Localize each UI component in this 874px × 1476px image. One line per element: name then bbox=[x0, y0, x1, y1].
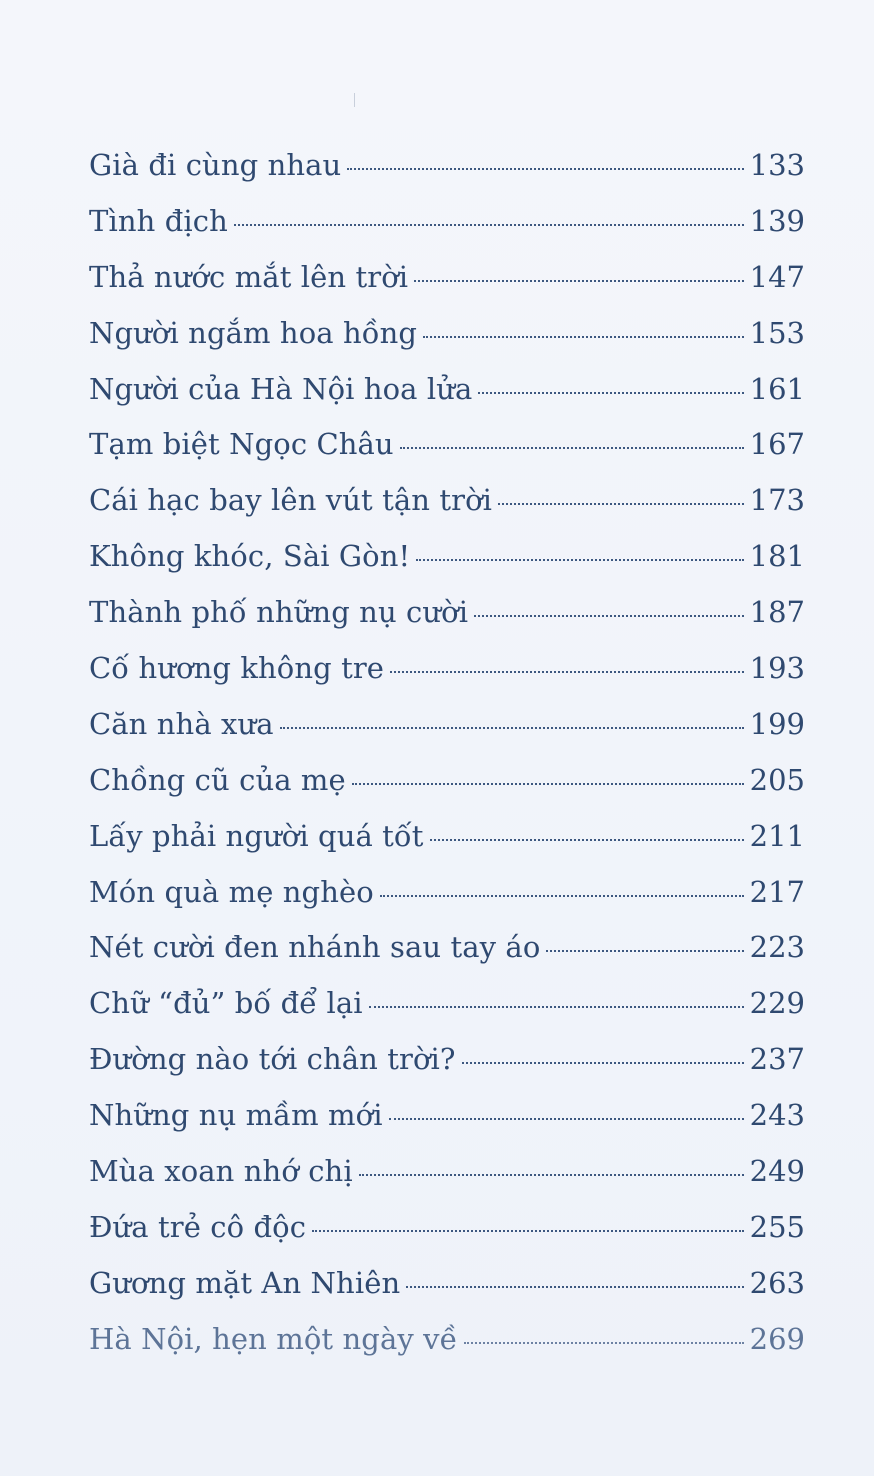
toc-entry-title: Mùa xoan nhớ chị bbox=[89, 1154, 353, 1189]
toc-entry bbox=[89, 427, 805, 483]
dot-leader bbox=[359, 1174, 744, 1176]
toc-entry-title: Người của Hà Nội hoa lửa bbox=[89, 371, 473, 406]
dot-leader bbox=[464, 1342, 744, 1344]
dot-leader bbox=[498, 503, 744, 505]
toc-entry bbox=[89, 260, 805, 316]
toc-entry-title: Thành phố những nụ cười bbox=[89, 595, 469, 630]
dot-leader bbox=[312, 1230, 744, 1232]
toc-entry-title: Cố hương không tre bbox=[89, 651, 385, 686]
toc-entry bbox=[89, 316, 805, 372]
toc-entry bbox=[89, 986, 805, 1042]
toc-entry-title: Gương mặt An Nhiên bbox=[89, 1265, 401, 1300]
dot-leader bbox=[406, 1286, 743, 1288]
toc-entry-page: 229 bbox=[749, 986, 805, 1021]
dot-leader bbox=[400, 447, 744, 449]
toc-entry-page: 161 bbox=[749, 371, 805, 406]
toc-entry-page: 199 bbox=[749, 706, 805, 741]
toc-entry-page: 205 bbox=[749, 762, 805, 797]
toc-entry-title: Chồng cũ của mẹ bbox=[89, 762, 346, 797]
toc-entry-page: 217 bbox=[749, 874, 805, 909]
toc-entry-page: 181 bbox=[749, 539, 805, 574]
toc-entry-title: Những nụ mầm mới bbox=[89, 1098, 383, 1133]
toc-entry-title: Căn nhà xưa bbox=[89, 706, 274, 741]
dot-leader bbox=[546, 950, 743, 952]
toc-entry bbox=[89, 875, 805, 931]
toc-entry-page: 193 bbox=[749, 651, 805, 686]
dot-leader bbox=[234, 224, 744, 226]
toc-entry bbox=[89, 483, 805, 539]
toc-entry-page: 223 bbox=[749, 930, 805, 965]
toc-entry-page: 133 bbox=[749, 148, 805, 182]
toc-entry-title: Già đi cùng nhau bbox=[89, 148, 342, 182]
toc-entry-page: 167 bbox=[749, 427, 805, 462]
dot-leader bbox=[389, 1118, 744, 1120]
toc-entry bbox=[89, 1266, 805, 1322]
toc-entry-page: 263 bbox=[749, 1265, 805, 1300]
toc-entry-title: Thả nước mắt lên trời bbox=[89, 259, 409, 294]
toc-entry bbox=[89, 651, 805, 707]
toc-entry bbox=[89, 707, 805, 763]
dot-leader bbox=[369, 1006, 744, 1008]
dot-leader bbox=[423, 336, 744, 338]
toc-entry-page: 237 bbox=[749, 1042, 805, 1077]
toc-entry-page: 147 bbox=[749, 259, 805, 294]
toc-entry-title: Tạm biệt Ngọc Châu bbox=[89, 427, 394, 462]
toc-entry-title: Người ngắm hoa hồng bbox=[89, 315, 418, 350]
toc-entry bbox=[89, 1210, 805, 1266]
dot-leader bbox=[474, 615, 744, 617]
toc-entry bbox=[89, 539, 805, 595]
table-of-contents bbox=[89, 148, 805, 1378]
toc-entry-title: Lấy phải người quá tốt bbox=[89, 818, 424, 853]
toc-entry bbox=[89, 1154, 805, 1210]
toc-entry bbox=[89, 1098, 805, 1154]
toc-entry-title: Hà Nội, hẹn một ngày về bbox=[89, 1321, 458, 1356]
toc-entry-title: Không khóc, Sài Gòn! bbox=[89, 539, 411, 574]
toc-entry bbox=[89, 204, 805, 260]
dot-leader bbox=[352, 783, 744, 785]
dot-leader bbox=[462, 1062, 744, 1064]
toc-entry-title: Cái hạc bay lên vút tận trời bbox=[89, 483, 493, 518]
toc-entry bbox=[89, 819, 805, 875]
toc-entry-title: Đường nào tới chân trời? bbox=[89, 1042, 456, 1077]
toc-entry bbox=[89, 1322, 805, 1378]
toc-entry-page: 153 bbox=[749, 315, 805, 350]
dot-leader bbox=[280, 727, 744, 729]
toc-entry-title: Tình địch bbox=[89, 203, 228, 238]
toc-entry-page: 187 bbox=[749, 595, 805, 630]
toc-entry-page: 173 bbox=[749, 483, 805, 518]
toc-entry bbox=[89, 595, 805, 651]
toc-entry-title: Nét cười đen nhánh sau tay áo bbox=[89, 930, 541, 965]
dot-leader bbox=[430, 839, 744, 841]
toc-entry bbox=[89, 763, 805, 819]
toc-entry-title: Món quà mẹ nghèo bbox=[89, 874, 374, 909]
toc-entry bbox=[89, 372, 805, 428]
dot-leader bbox=[414, 280, 743, 282]
toc-entry-page: 249 bbox=[749, 1154, 805, 1189]
dot-leader bbox=[347, 168, 743, 170]
dot-leader bbox=[478, 392, 743, 394]
toc-entry-page: 211 bbox=[749, 818, 805, 853]
toc-entry-title: Đứa trẻ cô độc bbox=[89, 1209, 307, 1244]
dot-leader bbox=[380, 895, 744, 897]
toc-entry bbox=[89, 930, 805, 986]
toc-entry-page: 255 bbox=[749, 1209, 805, 1244]
dot-leader bbox=[416, 559, 743, 561]
dot-leader bbox=[390, 671, 744, 673]
toc-entry-page: 269 bbox=[749, 1321, 805, 1356]
page-mark bbox=[354, 93, 355, 107]
toc-entry bbox=[89, 1042, 805, 1098]
toc-entry bbox=[89, 148, 805, 204]
toc-entry-page: 243 bbox=[749, 1098, 805, 1133]
toc-entry-title: Chữ “đủ” bố để lại bbox=[89, 986, 363, 1021]
toc-entry-page: 139 bbox=[749, 203, 805, 238]
